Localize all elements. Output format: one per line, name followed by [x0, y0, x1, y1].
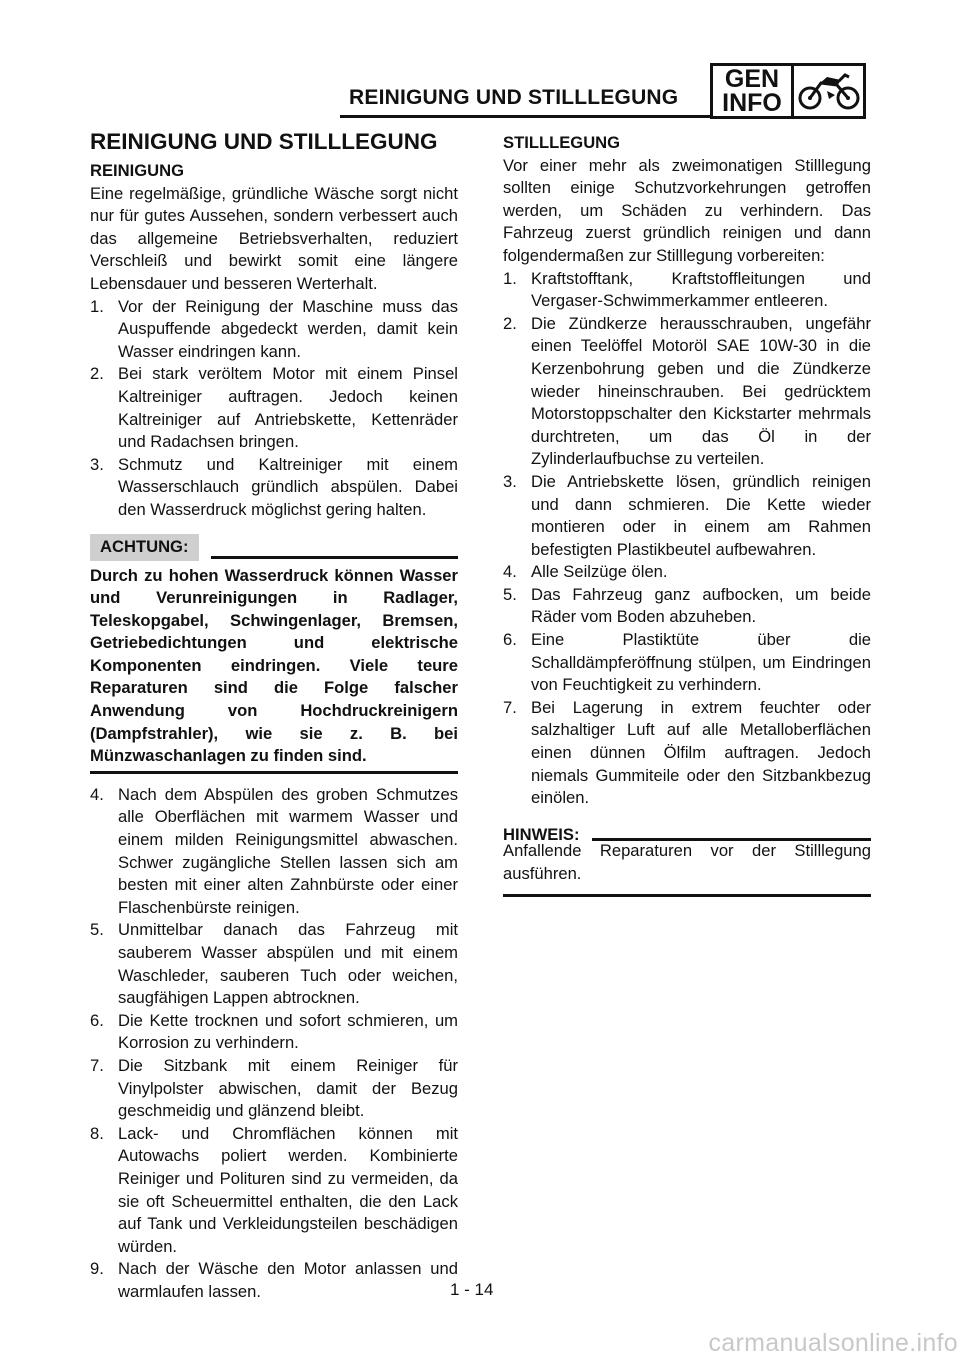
list-item: 4. Alle Seilzüge ölen. [503, 562, 668, 582]
list-item: 3. Die Antriebskette lösen, gründlich reinigen und dann schmieren. Die Kette wieder montieren oder in einem am Rahmen befestigten Plastikbeutel aufbewahren. [503, 471, 871, 559]
note-text: Anfallende Reparaturen vor der Stilllegung ausführen. [503, 841, 871, 883]
watermark: carmanualsonline.info [708, 1329, 958, 1357]
section-badge [710, 63, 866, 119]
list-item: 6. Eine Plastiktüte über die Schalldämpferöffnung stülpen, um Eindringen von Feuchtigkeit zu verhindern. [503, 630, 871, 695]
page-title: REINIGUNG UND STILLLEGUNG [90, 129, 438, 154]
caution-box [90, 534, 458, 774]
list-item: 8. Lack- und Chromflächen können mit Autowachs poliert werden. Kombinierte Reiniger und Polituren sind zu vermeiden, da sie oft Scheuermittel enthalten, die den Lack auf Tank und Verkleidungsteilen beschädigen würden. [90, 1123, 458, 1256]
cleaning-column [90, 128, 458, 1304]
gen-info-label [713, 66, 794, 116]
header-rule [340, 115, 712, 118]
header-title: REINIGUNG UND STILLLEGUNG [349, 86, 679, 109]
motorcycle-icon [794, 66, 863, 116]
note-box [503, 824, 871, 897]
cleaning-steps-a [90, 296, 458, 522]
gen-label: GEN [724, 65, 780, 93]
storage-subtitle: STILLLEGUNG [503, 133, 621, 152]
note-label: HINWEIS: [503, 824, 580, 844]
cleaning-subtitle: REINIGUNG [90, 161, 185, 180]
list-item: 5. Unmittelbar danach das Fahrzeug mit sauberem Wasser abspülen und mit einem Waschleder, sauberen Tuch oder weichen, saugfähigen Lappen abtrocknen. [90, 920, 458, 1008]
info-label: INFO [722, 89, 782, 117]
caution-rule [211, 556, 459, 559]
list-item: 1. Kraftstofftank, Kraftstoffleitungen und Vergaser-Schwimmerkammer entleeren. [503, 268, 871, 311]
list-item: 5. Das Fahrzeug ganz aufbocken, um beide Räder vom Boden abzuheben. [503, 584, 871, 627]
caution-text: Durch zu hohen Wasserdruck können Wasser und Verunreinigungen in Radlager, Teleskopgabel, Schwingenlager, Bremsen, Getriebedichtungen und elektrische Komponenten eindringen. Viele teure Reparaturen sind die Folge falscher Anwendung von Hochdruckreinigern (Dampfstrahler), wie sie z. B. bei Münzwaschanlagen zu finden sind. [90, 565, 458, 766]
list-item: 2. Bei stark veröltem Motor mit einem Pinsel Kaltreiniger auftragen. Jedoch keinen Kaltreiniger auf Antriebskette, Kettenräder und Radachsen bringen. [90, 364, 458, 452]
cleaning-intro: Eine regelmäßige, gründliche Wäsche sorgt nicht nur für gutes Aussehen, sondern verbessert auch das allgemeine Betriebsverhalten, reduziert Verschleiß und bewirkt somit eine längere Lebensdauer und besseren Werterhalt. [90, 183, 458, 293]
list-item: 4. Nach dem Abspülen des groben Schmutzes alle Oberflächen mit warmem Wasser und einem milden Reinigungsmittel abwaschen. Schwer zugängliche Stellen lassen sich am besten mit einer alten Zahnbürste oder einer Flaschenbürste reinigen. [90, 784, 458, 917]
list-item: 7. Bei Lagerung in extrem feuchter oder salzhaltiger Luft auf alle Metalloberflächen einen dünnen Ölfilm auftragen. Jedoch niemals Gummiteile oder den Sitzbankbezug einölen. [503, 697, 871, 808]
caution-label: ACHTUNG: [90, 534, 199, 561]
list-item: 7. Die Sitzbank mit einem Reiniger für Vinylpolster abwischen, damit der Bezug geschmeidig und glänzend bleibt. [90, 1055, 458, 1121]
storage-column [503, 132, 871, 897]
list-item: 9. Nach der Wäsche den Motor anlassen und warmlaufen lassen. [90, 1259, 458, 1301]
storage-intro: Vor einer mehr als zweimonatigen Stilllegung sollten einige Schutzvorkehrungen getroffen werden, um Schäden zu verhindern. Das Fahrzeug zuerst gründlich reinigen und dann folgendermaßen zur Stilllegung vorbereiten: [503, 155, 871, 265]
storage-steps [503, 268, 871, 810]
caution-end-rule [90, 771, 458, 774]
list-item: 3. Schmutz und Kaltreiniger mit einem Wasserschlauch gründlich abspülen. Dabei den Wasserdruck möglichst gering halten. [90, 454, 458, 519]
list-item: 1. Vor der Reinigung der Maschine muss das Auspuffende abgedeckt werden, damit kein Wasser eindringen kann. [90, 296, 458, 361]
cleaning-steps-b [90, 784, 458, 1304]
list-item: 2. Die Zündkerze herausschrauben, ungefähr einen Teelöffel Motoröl SAE 10W-30 in die Kerzenbohrung geben und die Zündkerze wieder hineinschrauben. Bei gedrücktem Motorstoppschalter den Kickstarter mehrmals durchtreten, um das Öl in der Zylinderlaufbuchse zu verteilen. [503, 313, 871, 469]
page-number: 1 - 14 [450, 1280, 494, 1299]
list-item: 6. Die Kette trocknen und sofort schmieren, um Korrosion zu verhindern. [90, 1010, 458, 1053]
note-end-rule [503, 894, 871, 897]
